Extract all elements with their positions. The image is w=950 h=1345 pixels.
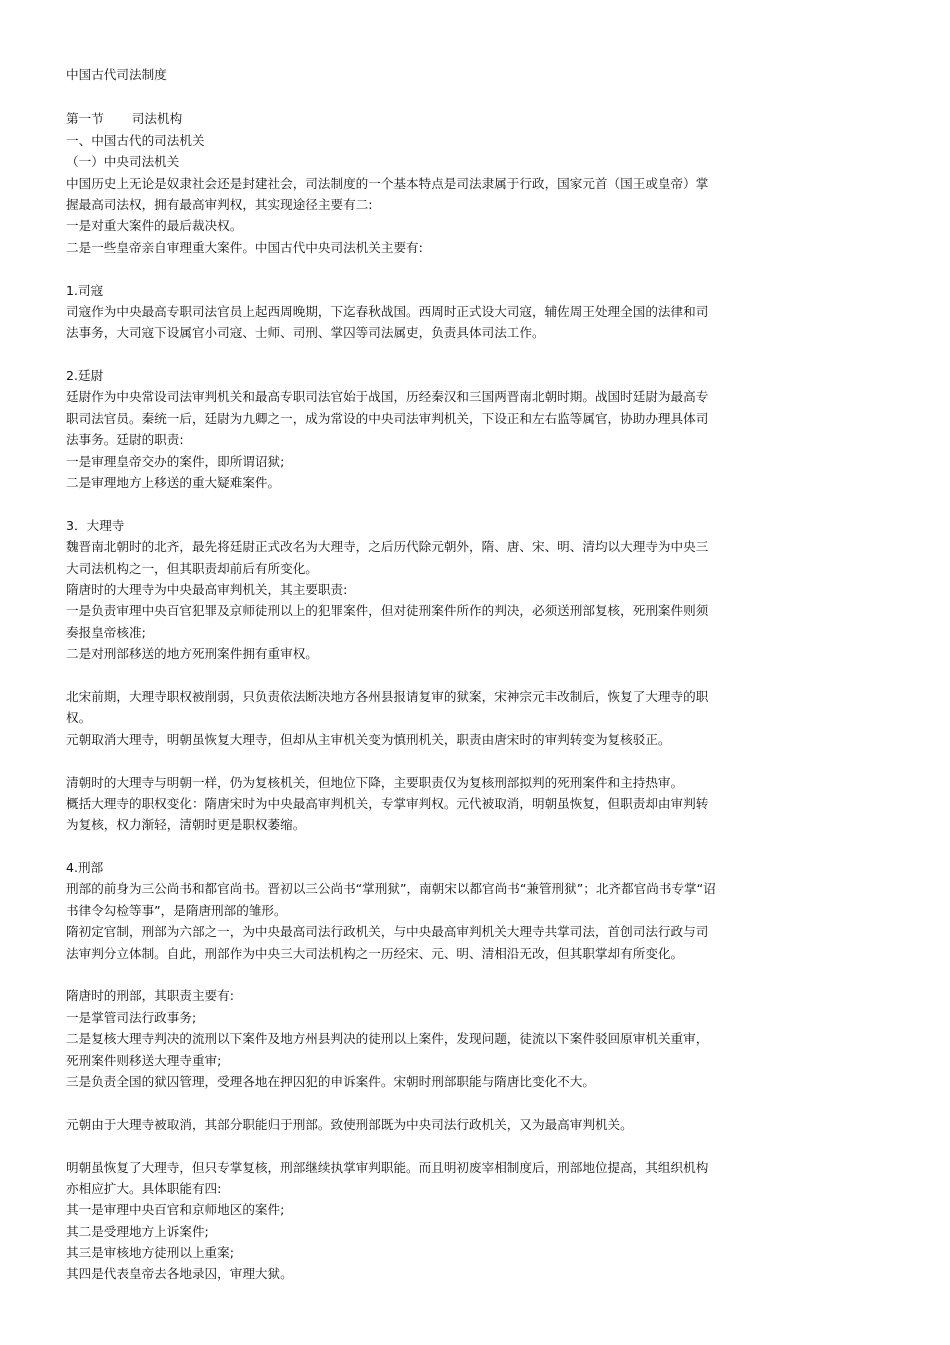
sikou-line: 法事务，大司寇下设属官小司寇、士师、司刑、掌囚等司法属吏，负责具体司法工作。 — [66, 325, 545, 341]
xingbu-line: 隋初定官制，刑部为六部之一，为中央最高司法行政机关，与中央最高审判机关大理寺共掌司法，首创司法行政与司 — [66, 924, 709, 940]
subsection-heading: （一）中央司法机关 — [66, 154, 180, 170]
xingbu-line: 元朝由于大理寺被取消，其部分职能归于刑部。致使刑部既为中央司法行政机关，又为最高审判机关。 — [66, 1116, 633, 1132]
sikou-heading: 1.司寇 — [66, 282, 104, 298]
dalisi-line: 北宋前期，大理寺职权被削弱，只负责依法断决地方各州县报请复审的狱案，宋神宗元丰改制后，恢复了大理寺的职 — [66, 688, 709, 704]
intro-line: 中国历史上无论是奴隶社会还是封建社会，司法制度的一个基本特点是司法隶属于行政，国家元首（国王或皇帝）掌 — [66, 175, 709, 191]
intro-line: 握最高司法权，拥有最高审判权，其实现途径主要有二: — [66, 196, 373, 212]
xingbu-line: 其三是审核地方徒刑以上重案; — [66, 1245, 234, 1261]
dalisi-heading: 3．大理寺 — [66, 517, 125, 533]
tingwei-heading: 2.廷尉 — [66, 368, 104, 384]
sikou-line: 司寇作为中央最高专职司法官员上起西周晚期，下迄春秋战国。西周时正式设大司寇，辅佐周王处理全国的法律和司 — [66, 303, 709, 319]
xingbu-line: 死刑案件则移送大理寺重审; — [66, 1052, 222, 1068]
xingbu-line: 其一是审理中央百官和京师地区的案件; — [66, 1202, 285, 1218]
tingwei-line: 二是审理地方上移送的重大疑难案件。 — [66, 475, 281, 491]
section-label: 第一节 — [66, 111, 104, 127]
document-page — [66, 64, 836, 1285]
xingbu-line: 书律令勾检等事”，是隋唐刑部的雏形。 — [66, 902, 287, 918]
xingbu-line: 其二是受理地方上诉案件; — [66, 1223, 209, 1239]
xingbu-line: 三是负责全国的狱囚管理，受理各地在押囚犯的申诉案件。宋朝时刑部职能与隋唐比变化不大。 — [66, 1073, 595, 1089]
intro-line: 二是一些皇帝亲自审理重大案件。中国古代中央司法机关主要有: — [66, 239, 423, 255]
section-heading — [66, 108, 836, 129]
xingbu-line: 二是复核大理寺判决的流刑以下案件及地方州县判决的徒刑以上案件，发现问题，徒流以下案件驳回原审机关重审， — [66, 1031, 709, 1047]
dalisi-line: 隋唐时的大理寺为中央最高审判机关，其主要职责: — [66, 581, 348, 597]
intro-line: 一是对重大案件的最后裁决权。 — [66, 218, 243, 234]
dalisi-line: 大司法机构之一，但其职责却前后有所变化。 — [66, 560, 318, 576]
dalisi-line: 奏报皇帝核准; — [66, 624, 146, 640]
tingwei-line: 职司法官员。秦统一后，廷尉为九卿之一，成为常设的中央司法审判机关，下设正和左右监等属官，协助办理具体司 — [66, 410, 709, 426]
xingbu-line: 明朝虽恢复了大理寺，但只专掌复核，刑部继续执掌审判职能。而且明初废宰相制度后，刑部地位提高，其组织机构 — [66, 1159, 709, 1175]
xingbu-line: 其四是代表皇帝去各地录囚，审理大狱。 — [66, 1266, 293, 1282]
dalisi-line: 二是对刑部移送的地方死刑案件拥有重审权。 — [66, 646, 318, 662]
document-title: 中国古代司法制度 — [66, 67, 167, 82]
chapter-heading: 一、中国古代的司法机关 — [66, 132, 205, 148]
dalisi-line: 魏晋南北朝时的北齐，最先将廷尉正式改名为大理寺，之后历代除元朝外，隋、唐、宋、明、清均以大理寺为中央三 — [66, 539, 709, 555]
tingwei-line: 一是审理皇帝交办的案件，即所谓诏狱; — [66, 453, 285, 469]
dalisi-line: 概括大理寺的职权变化：隋唐宋时为中央最高审判机关，专掌审判权。元代被取消，明朝虽恢复，但职责却由审判转 — [66, 795, 709, 811]
section-name: 司法机构 — [131, 111, 183, 127]
xingbu-line: 亦相应扩大。具体职能有四: — [66, 1180, 222, 1196]
dalisi-line: 为复核，权力渐轻，清朝时更是职权萎缩。 — [66, 817, 306, 833]
xingbu-line: 刑部的前身为三公尚书和都官尚书。晋初以三公尚书“掌刑狱”，南朝宋以都官尚书“兼管刑狱”；北齐都官尚书专掌“诏 — [66, 881, 716, 897]
dalisi-line: 清朝时的大理寺与明朝一样，仍为复核机关，但地位下降，主要职责仅为复核刑部拟判的死刑案件和主持热审。 — [66, 774, 684, 790]
tingwei-line: 法事务。廷尉的职责: — [66, 432, 184, 448]
dalisi-line: 元朝取消大理寺，明朝虽恢复大理寺，但却从主审机关变为慎刑机关，职责由唐宋时的审判转变为复核驳正。 — [66, 731, 671, 747]
tingwei-line: 廷尉作为中央常设司法审判机关和最高专职司法官始于战国，历经秦汉和三国两晋南北朝时期。战国时廷尉为最高专 — [66, 389, 709, 405]
xingbu-line: 一是掌管司法行政事务; — [66, 1009, 197, 1025]
xingbu-line: 法审判分立体制。自此，刑部作为中央三大司法机构之一历经宋、元、明、清相沿无改，但其职掌却有所变化。 — [66, 945, 684, 961]
dalisi-line: 一是负责审理中央百官犯罪及京师徒刑以上的犯罪案件，但对徒刑案件所作的判决，必须送刑部复核，死刑案件则须 — [66, 603, 709, 619]
xingbu-heading: 4.刑部 — [66, 860, 104, 876]
dalisi-line: 权。 — [66, 710, 92, 726]
xingbu-line: 隋唐时的刑部，其职责主要有: — [66, 988, 234, 1004]
